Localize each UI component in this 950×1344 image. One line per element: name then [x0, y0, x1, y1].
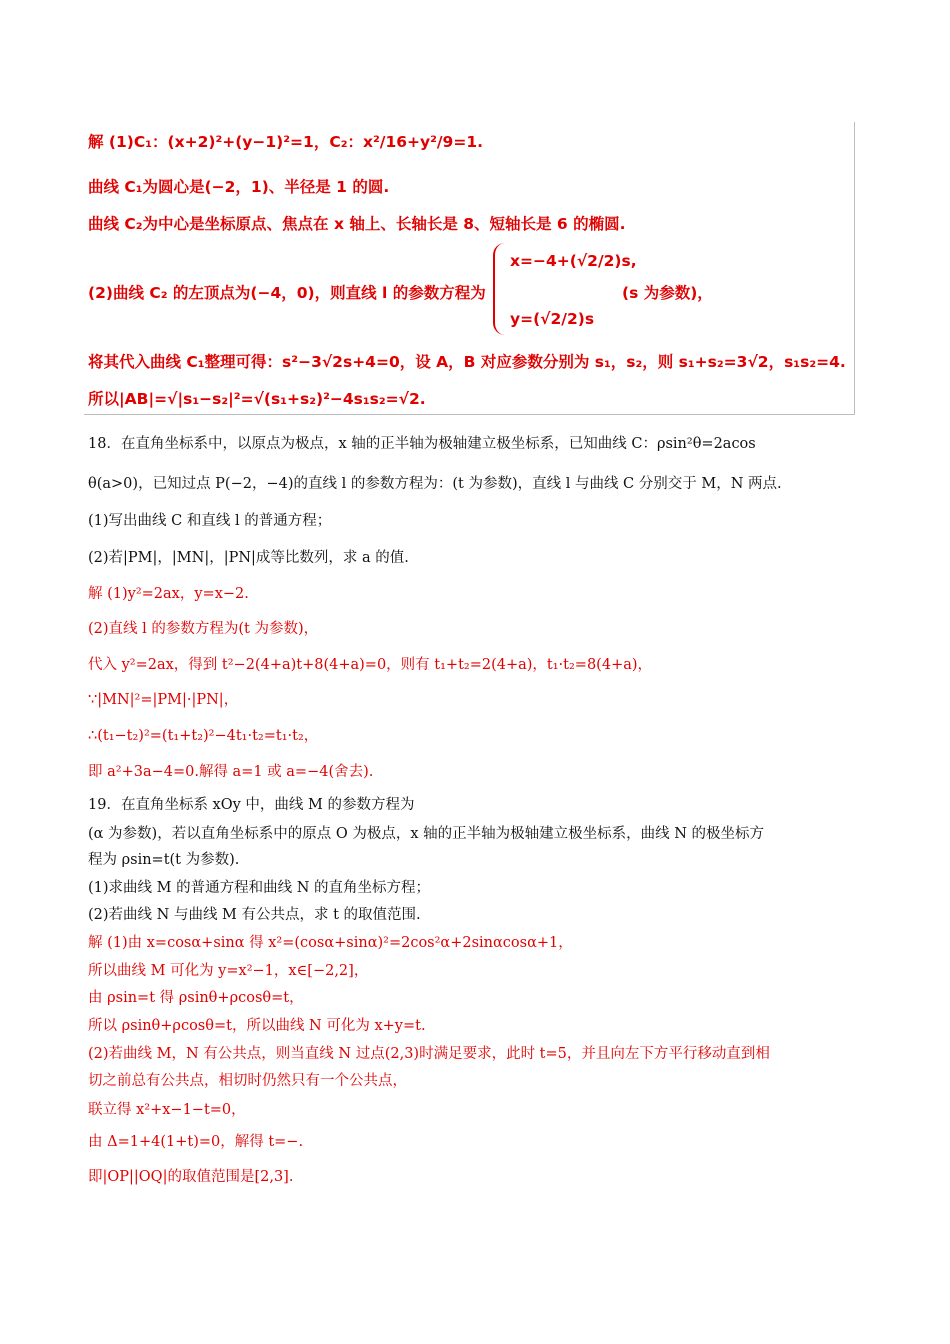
q19-solution-5: (2)若曲线 M，N 有公共点，则当直线 N 过点(2,3)时满足要求，此时 t=5，并且向左下方平行移动直到相	[88, 1046, 770, 1062]
param-eq-x: x=−4+(√2/2)s,	[510, 252, 637, 270]
solution-box-line-6: 所以|AB|=√|s₁−s₂|²=√(s₁+s₂)²−4s₁s₂=√2.	[88, 390, 426, 408]
q18-part-1: (1)写出曲线 C 和直线 l 的普通方程；	[88, 513, 332, 529]
param-eq-y: y=(√2/2)s	[510, 310, 595, 328]
q19-solution-1: 解 (1)由 x=cosα+sinα 得 x²=(cosα+sinα)²=2cos²α+2sinαcosα+1，	[88, 935, 573, 951]
solution-box-line-3: 曲线 C₂为中心是坐标原点、焦点在 x 轴上、长轴长是 8、短轴长是 6 的椭圆.	[88, 215, 626, 233]
q18-solution-2: (2)直线 l 的参数方程为(t 为参数)，	[88, 621, 319, 637]
q18-stem-2: θ(a>0)，已知过点 P(−2，−4)的直线 l 的参数方程为：(t 为参数)，直线 l 与曲线 C 分别交于 M，N 两点.	[88, 476, 782, 492]
solution-box-line-4: (2)曲线 C₂ 的左顶点为(−4，0)，则直线 l 的参数方程为	[88, 284, 486, 302]
q19-solution-7: 联立得 x²+x−1−t=0，	[88, 1102, 246, 1118]
solution-box-line-5: 将其代入曲线 C₁整理可得：s²−3√2s+4=0，设 A，B 对应参数分别为 s₁，s₂，则 s₁+s₂=3√2，s₁s₂=4.	[88, 353, 846, 371]
q18-stem-1: 18．在直角坐标系中，以原点为极点，x 轴的正半轴为极轴建立极坐标系，已知曲线 C：ρsin²θ=2acos	[88, 436, 756, 452]
q19-solution-2: 所以曲线 M 可化为 y=x²−1，x∈[−2,2]，	[88, 963, 369, 979]
q19-solution-3: 由 ρsin=t 得 ρsinθ+ρcosθ=t，	[88, 990, 304, 1006]
q19-stem-2: (α 为参数)，若以直角坐标系中的原点 O 为极点，x 轴的正半轴为极轴建立极坐标系，曲线 N 的极坐标方	[88, 826, 765, 842]
q19-part-2: (2)若曲线 N 与曲线 M 有公共点，求 t 的取值范围.	[88, 907, 421, 923]
param-note: (s 为参数)，	[622, 284, 713, 302]
system-brace	[493, 243, 509, 335]
q18-solution-1: 解 (1)y²=2ax，y=x−2.	[88, 586, 249, 602]
q19-solution-4: 所以 ρsinθ+ρcosθ=t，所以曲线 N 可化为 x+y=t.	[88, 1018, 426, 1034]
q19-solution-9: 即|OP||OQ|的取值范围是[2,3].	[88, 1169, 294, 1185]
q18-solution-6: 即 a²+3a−4=0.解得 a=1 或 a=−4(舍去).	[88, 764, 374, 780]
q18-solution-3: 代入 y²=2ax，得到 t²−2(4+a)t+8(4+a)=0，则有 t₁+t₂=2(4+a)，t₁·t₂=8(4+a)，	[88, 657, 653, 673]
q19-stem-1: 19．在直角坐标系 xOy 中，曲线 M 的参数方程为	[88, 797, 415, 813]
q18-part-2: (2)若|PM|，|MN|，|PN|成等比数列，求 a 的值.	[88, 550, 409, 566]
q19-stem-3: 程为 ρsin=t(t 为参数).	[88, 852, 240, 868]
solution-box-line-1: 解 (1)C₁：(x+2)²+(y−1)²=1，C₂：x²/16+y²/9=1.	[88, 133, 484, 151]
q19-solution-6: 切之前总有公共点，相切时仍然只有一个公共点，	[88, 1073, 407, 1089]
q19-solution-8: 由 Δ=1+4(1+t)=0，解得 t=−.	[88, 1134, 304, 1150]
q18-solution-4: ∵|MN|²=|PM|·|PN|，	[88, 692, 239, 708]
solution-box-line-2: 曲线 C₁为圆心是(−2，1)、半径是 1 的圆.	[88, 178, 390, 196]
q18-solution-5: ∴(t₁−t₂)²=(t₁+t₂)²−4t₁·t₂=t₁·t₂，	[88, 728, 319, 744]
q19-part-1: (1)求曲线 M 的普通方程和曲线 N 的直角坐标方程；	[88, 880, 431, 896]
